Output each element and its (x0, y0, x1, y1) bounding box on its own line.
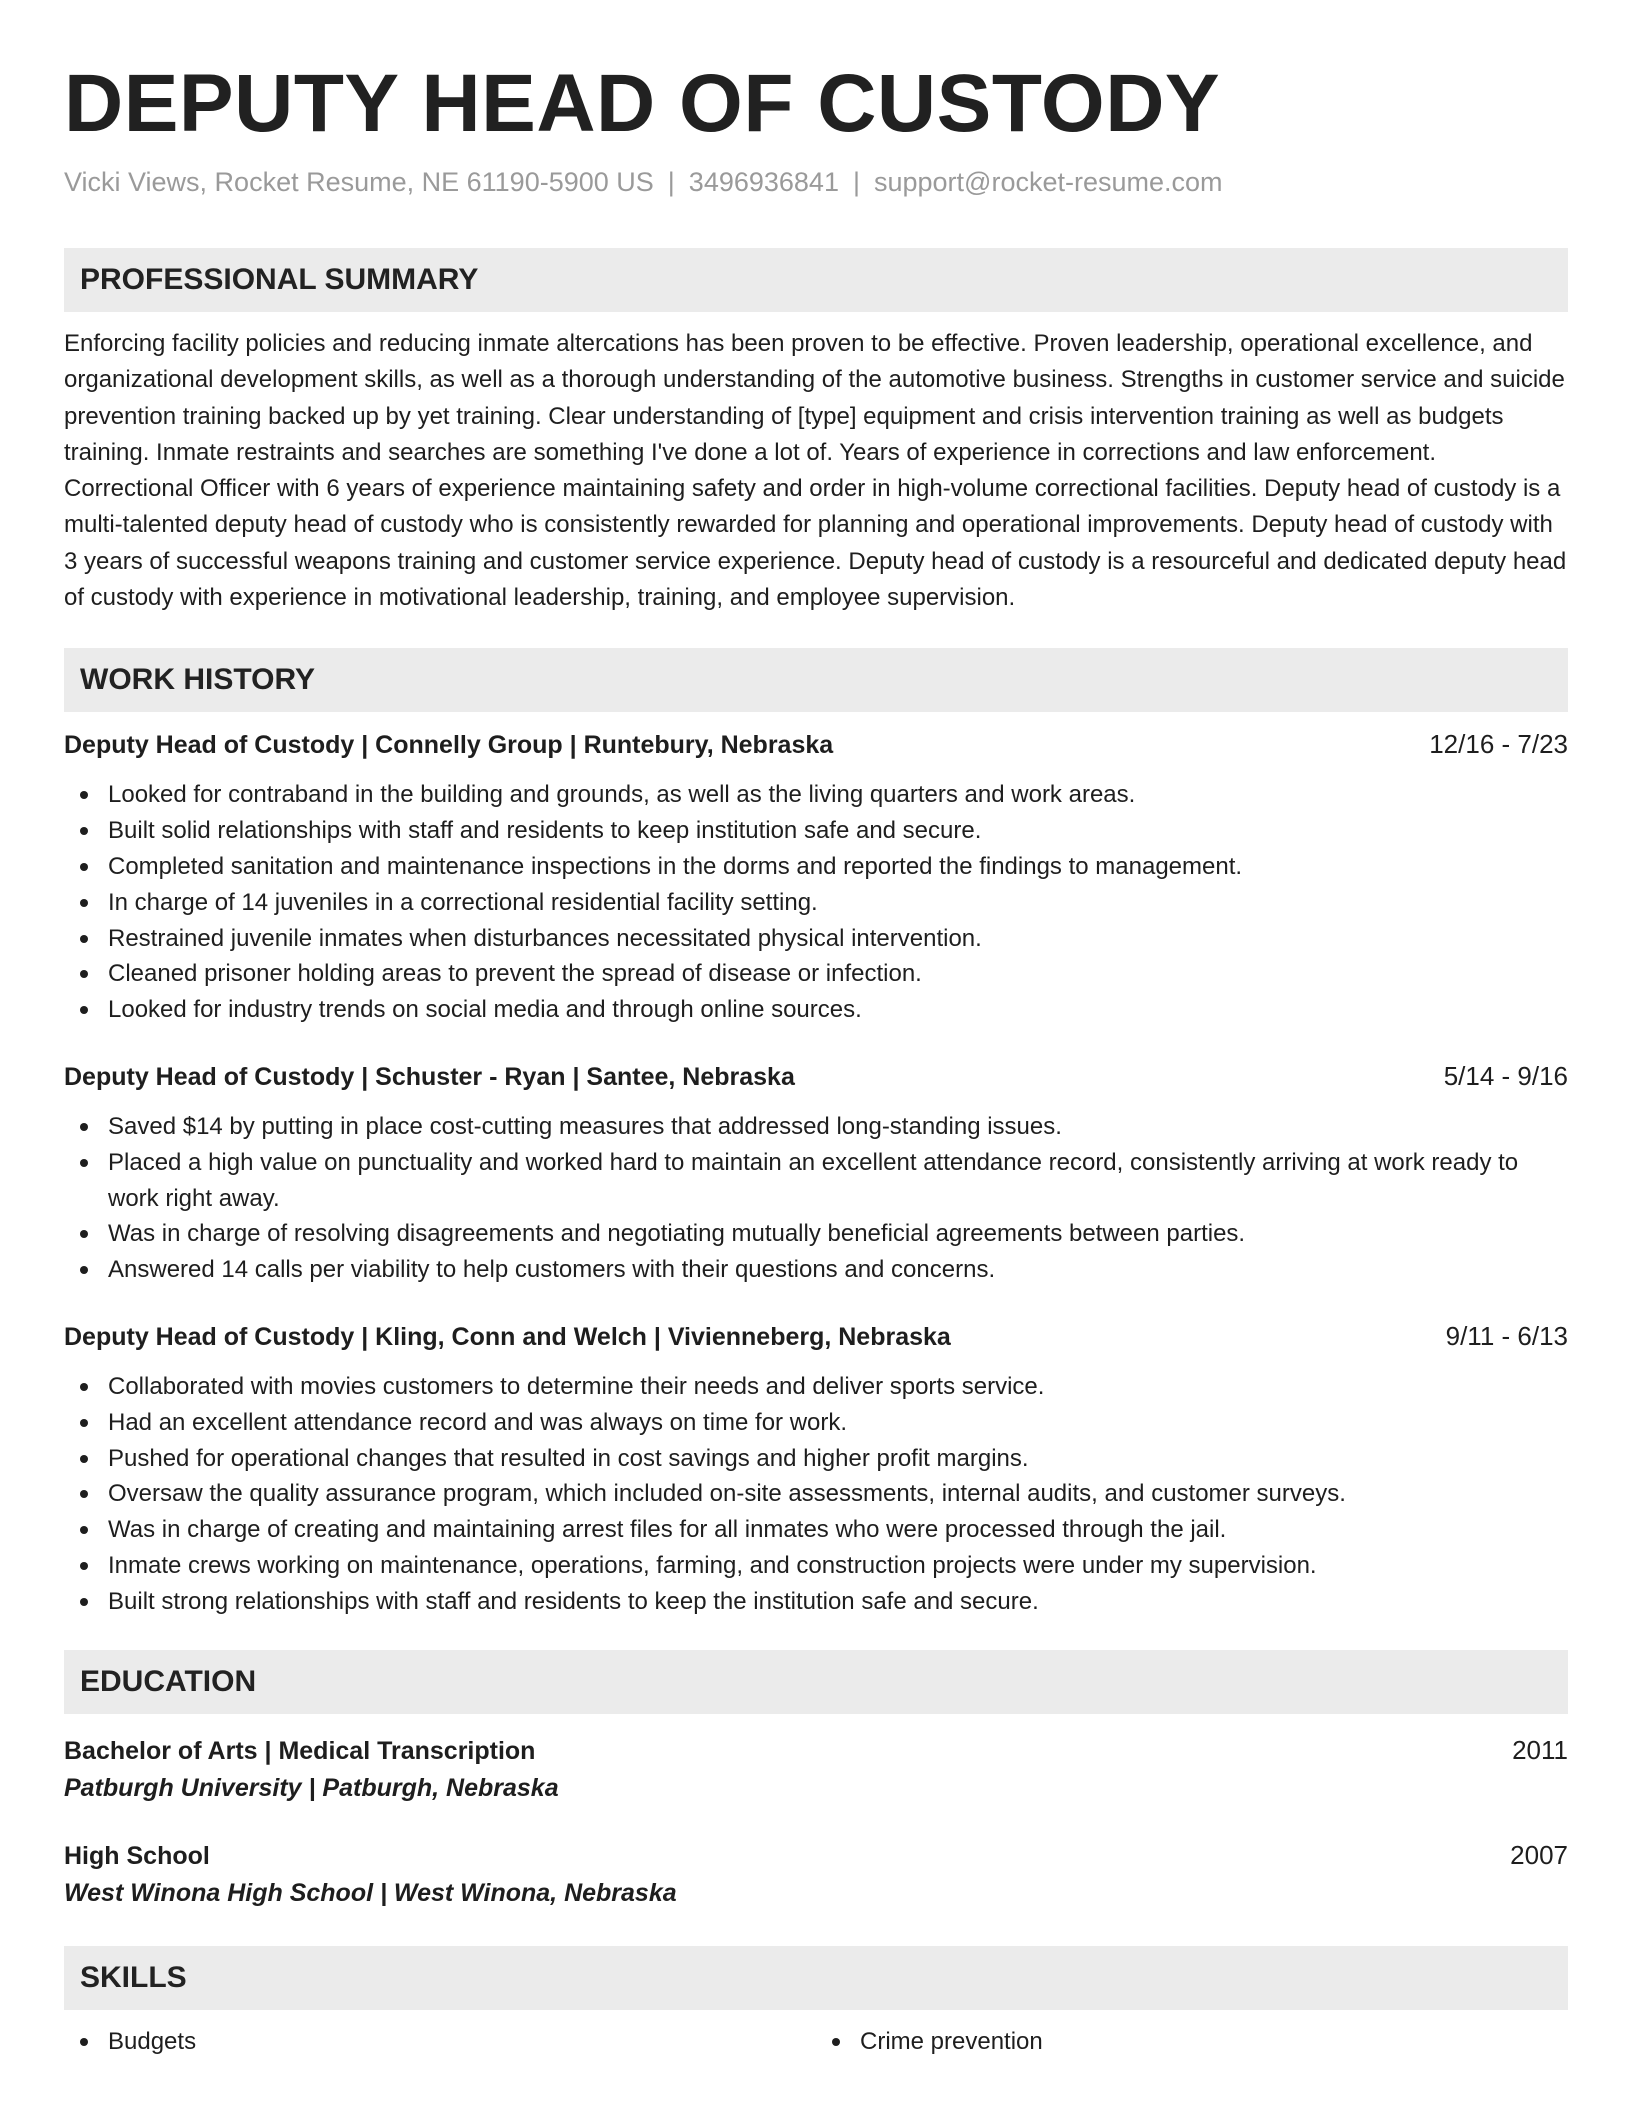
skill-item (64, 2024, 816, 2060)
skill-text: Crime prevention (860, 2027, 1043, 2055)
job-bullet (64, 956, 1568, 992)
job-bullet (64, 1476, 1568, 1512)
job-entry (64, 726, 1568, 1028)
skills-list (64, 2024, 1568, 2060)
summary-paragraph: Enforcing facility policies and reducing inmate altercations has been proven to be effective. Proven leadership, operational excellence, and organizational development skills, as well as a thorough understanding of the automotive business. Strengths in customer service and suicide prevention training backed up by yet training. Clear understanding of [type] equipment and crisis intervention training as well as budgets training. Inmate restraints and searches are something I've done a lot of. Years of experience in corrections and law enforcement. Correctional Officer with 6 years of experience maintaining safety and order in high-volume correctional facilities. Deputy head of custody is a multi-talented deputy head of custody who is consistently rewarded for planning and operational improvements. Deputy head of custody with 3 years of successful weapons training and customer service experience. Deputy head of custody is a resourceful and dedicated deputy head of custody with experience in motivational leadership, training, and employee supervision. (64, 330, 1567, 612)
job-bullet (64, 849, 1568, 885)
section-heading-work-history: WORK HISTORY (64, 648, 1568, 712)
job-bullet-text: Oversaw the quality assurance program, which included on-site assessments, internal audits, and customer surveys. (108, 1480, 1346, 1508)
job-bullet-text: Inmate crews working on maintenance, operations, farming, and construction projects were under my supervision. (108, 1551, 1317, 1579)
bullet-dot-icon (80, 970, 88, 978)
bullet-dot-icon (80, 1006, 88, 1014)
job-bullet-text: Answered 14 calls per viability to help customers with their questions and concerns. (108, 1256, 996, 1284)
section-heading-education: EDUCATION (64, 1650, 1568, 1714)
job-dates: 12/16 - 7/23 (1429, 729, 1568, 760)
bullet-dot-icon (80, 1526, 88, 1534)
job-bullet-text: Had an excellent attendance record and was always on time for work. (108, 1408, 848, 1436)
job-bullet (64, 992, 1568, 1028)
job-bullet-text: Pushed for operational changes that resulted in cost savings and higher profit margins. (108, 1444, 1029, 1472)
education-entry (64, 1837, 1568, 1912)
bullet-dot-icon (80, 1159, 88, 1167)
section-heading-skills: SKILLS (64, 1946, 1568, 2010)
job-bullet-text: Looked for contraband in the building and grounds, as well as the living quarters and work areas. (108, 781, 1136, 809)
job-title: Deputy Head of Custody | Kling, Conn and Welch | Vivienneberg, Nebraska (64, 1322, 951, 1351)
contact-line (64, 164, 1568, 200)
job-bullet (64, 1584, 1568, 1620)
education-year: 2007 (1510, 1839, 1568, 1870)
job-bullet (64, 1548, 1568, 1584)
job-bullet (64, 1369, 1568, 1405)
job-dates: 5/14 - 9/16 (1443, 1060, 1568, 1091)
job-title: Deputy Head of Custody | Schuster - Ryan | Santee, Nebraska (64, 1062, 795, 1091)
job-title: Deputy Head of Custody | Connelly Group | Runtebury, Nebraska (64, 731, 834, 760)
bullet-dot-icon (80, 1598, 88, 1606)
section-heading-summary: PROFESSIONAL SUMMARY (64, 248, 1568, 312)
bullet-dot-icon (80, 827, 88, 835)
education-degree: High School (64, 1841, 210, 1870)
education-school: Patburgh University | Patburgh, Nebraska (64, 1773, 559, 1802)
job-dates: 9/11 - 6/13 (1445, 1320, 1568, 1351)
job-bullet (64, 1512, 1568, 1548)
job-header (64, 1318, 1568, 1355)
job-bullets (64, 777, 1568, 1028)
bullet-dot-icon (80, 1230, 88, 1238)
contact-separator: | (852, 167, 860, 197)
contact-separator: | (667, 167, 675, 197)
job-bullet (64, 777, 1568, 813)
job-bullet-text: Was in charge of resolving disagreements and negotiating mutually beneficial agreements between parties. (108, 1220, 1246, 1248)
job-bullet-text: Built strong relationships with staff and residents to keep the institution safe and secure. (108, 1587, 1039, 1615)
education-header (64, 1837, 1568, 1874)
job-bullet-text: Saved $14 by putting in place cost-cutting measures that addressed long-standing issues. (108, 1112, 1062, 1140)
skill-item (816, 2024, 1568, 2060)
job-entry (64, 1058, 1568, 1288)
job-bullet-text: Cleaned prisoner holding areas to prevent the spread of disease or infection. (108, 960, 922, 988)
job-bullets (64, 1109, 1568, 1288)
job-bullet-text: Built solid relationships with staff and residents to keep institution safe and secure. (108, 817, 982, 845)
skills-column-right (816, 2024, 1568, 2060)
job-bullet (64, 1252, 1568, 1288)
bullet-dot-icon (80, 1490, 88, 1498)
bullet-dot-icon (80, 863, 88, 871)
job-bullet-text: Placed a high value on punctuality and worked hard to maintain an excellent attendance record, consistently arriving at work ready to work right away. (108, 1148, 1519, 1212)
job-bullet (64, 1216, 1568, 1252)
job-bullet-text: Completed sanitation and maintenance inspections in the dorms and reported the findings to management. (108, 852, 1243, 880)
job-header (64, 726, 1568, 763)
job-bullet-text: Collaborated with movies customers to determine their needs and deliver sports service. (108, 1372, 1045, 1400)
education-school: West Winona High School | West Winona, Nebraska (64, 1878, 677, 1907)
contact-email[interactable]: support@rocket-resume.com (873, 167, 1223, 197)
bullet-dot-icon (832, 2038, 840, 2046)
job-bullets (64, 1369, 1568, 1620)
bullet-dot-icon (80, 791, 88, 799)
bullet-dot-icon (80, 2038, 88, 2046)
job-bullet-text: Was in charge of creating and maintaining arrest files for all inmates who were processed through the jail. (108, 1516, 1227, 1544)
contact-phone: 3496936841 (688, 167, 839, 197)
bullet-dot-icon (80, 1383, 88, 1391)
bullet-dot-icon (80, 899, 88, 907)
bullet-dot-icon (80, 1562, 88, 1570)
job-bullet-text: Looked for industry trends on social media and through online sources. (108, 996, 862, 1024)
skill-text: Budgets (108, 2027, 197, 2055)
job-bullet (64, 885, 1568, 921)
job-bullet (64, 1441, 1568, 1477)
job-header (64, 1058, 1568, 1095)
bullet-dot-icon (80, 1455, 88, 1463)
bullet-dot-icon (80, 1266, 88, 1274)
education-degree: Bachelor of Arts | Medical Transcription (64, 1736, 536, 1765)
job-bullet-text: Restrained juvenile inmates when disturbances necessitated physical intervention. (108, 924, 982, 952)
education-header (64, 1732, 1568, 1769)
job-bullet (64, 921, 1568, 957)
resume-name-title: DEPUTY HEAD OF CUSTODY (64, 58, 1221, 149)
job-bullet (64, 1109, 1568, 1145)
bullet-dot-icon (80, 1419, 88, 1427)
contact-address: Vicki Views, Rocket Resume, NE 61190-5900 US (64, 167, 654, 197)
bullet-dot-icon (80, 935, 88, 943)
job-bullet-text: In charge of 14 juveniles in a correctional residential facility setting. (108, 888, 818, 916)
education-entry (64, 1732, 1568, 1807)
education-year: 2011 (1512, 1734, 1568, 1765)
job-entry (64, 1318, 1568, 1620)
job-bullet (64, 1145, 1568, 1217)
skills-column-left (64, 2024, 816, 2060)
bullet-dot-icon (80, 1123, 88, 1131)
job-bullet (64, 1405, 1568, 1441)
job-bullet (64, 813, 1568, 849)
